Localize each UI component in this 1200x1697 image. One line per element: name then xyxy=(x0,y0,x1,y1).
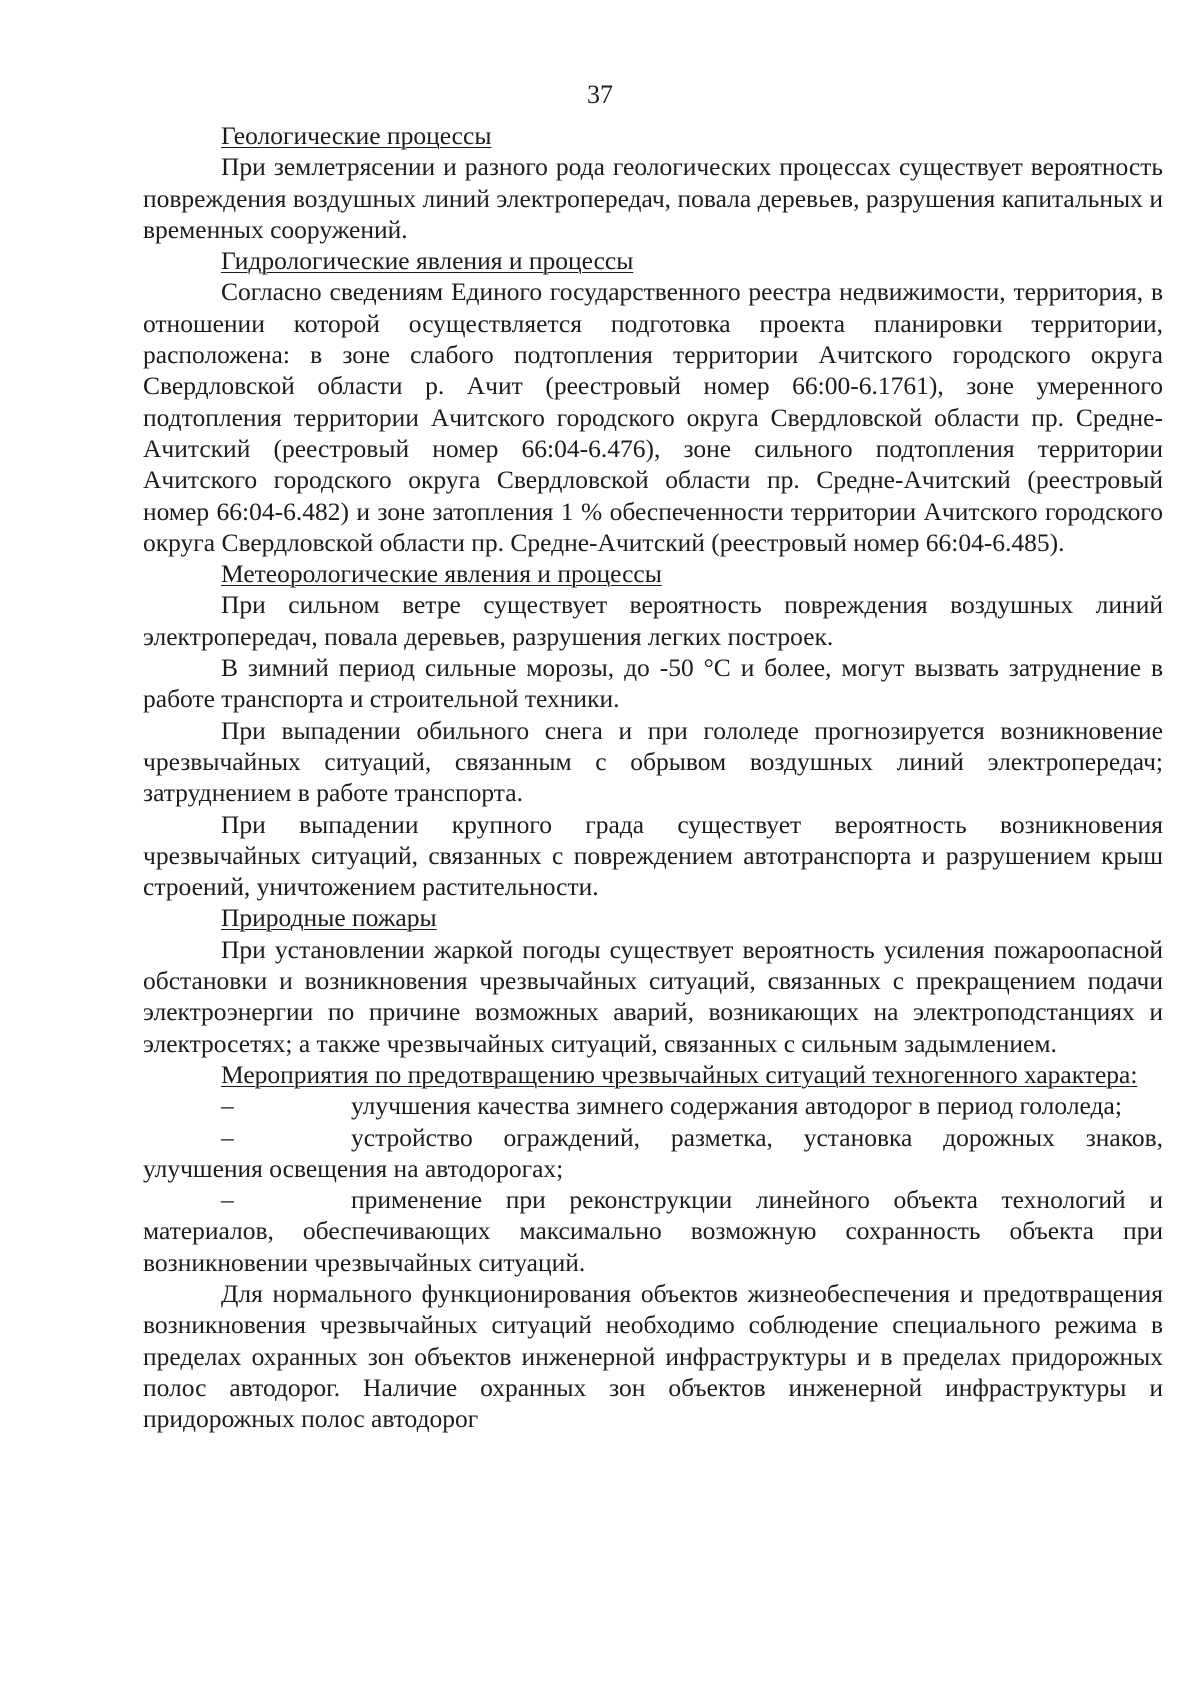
paragraph-snow: При выпадении обильного снега и при гололеде прогнозируется возникновение чрезвычайных ситуаций, связанным с обрывом воздушных линий электропередач; затруднением в работе транспорта. xyxy=(143,715,1163,808)
heading-hydrological: Гидрологические явления и процессы xyxy=(221,246,634,276)
list-item-text: улучшения качества зимнего содержания автодорог в период гололеда; xyxy=(351,1091,1122,1121)
list-item-text: устройство ограждений, разметка, установка дорожных знаков, улучшения освещения на автодорогах; xyxy=(143,1122,1163,1183)
paragraph-final: Для нормального функционирования объектов жизнеобеспечения и предотвращения возникновения чрезвычайных ситуаций необходимо соблюдение специального режима в пределах охранных зон объектов инженерной инфраструктуры и в пределах придорожных полос автодорог. Наличие охранных зон объектов инженерной инфраструктуры и придорожных полос автодорог xyxy=(143,1278,1163,1434)
dash-marker: – xyxy=(221,1122,234,1152)
heading-wildfires: Природные пожары xyxy=(221,903,437,933)
heading-geological: Геологические процессы xyxy=(221,121,492,150)
paragraph-hydrological: Согласно сведениям Единого государственного реестра недвижимости, территория, в отношении которой осуществляется подготовка проекта планировки территории, расположена: в зоне слабого подтопления территории Ачитского городского округа Свердловской области р. Ачит (реестровый номер 66:00-6.1761), зоне умеренного подтопления территории Ачитского городского округа Свердловской области пр. Средне-Ачитский (реестровый номер 66:04-6.476), зоне сильного подтопления территории Ачитского городского округа Свердловской области пр. Средне-Ачитский (реестровый номер 66:04-6.482) и зоне затопления 1 % обеспеченности территории Ачитского городского округа Свердловской области пр. Средне-Ачитский (реестровый номер 66:04-6.485). xyxy=(143,277,1163,557)
heading-measures: Мероприятия по предотвращению чрезвычайных ситуаций техногенного характера: xyxy=(221,1059,1138,1089)
paragraph-wind: При сильном ветре существует вероятность повреждения воздушных линий электропередач, повала деревьев, разрушения легких построек. xyxy=(143,590,1163,651)
list-item-text: применение при реконструкции линейного объекта технологий и материалов, обеспечивающих максимально возможную сохранность объекта при возникновении чрезвычайных ситуаций. xyxy=(143,1185,1163,1277)
list-item xyxy=(143,1184,1163,1278)
dash-marker: – xyxy=(221,1091,234,1121)
paragraph-geological: При землетрясении и разного рода геологических процессах существует вероятность повреждения воздушных линий электропередач, повала деревьев, разрушения капитальных и временных сооружений. xyxy=(143,152,1163,244)
heading-meteorological: Метеорологические явления и процессы xyxy=(221,559,662,589)
paragraph-frost: В зимний период сильные морозы, до -50 °С и более, могут вызвать затруднение в работе транспорта и строительной техники. xyxy=(143,653,1163,714)
paragraph-wildfires: При установлении жаркой погоды существует вероятность усиления пожароопасной обстановки и возникновения чрезвычайных ситуаций, связанных с прекращением подачи электроэнергии по причине возможных аварий, возникающих на электроподстанциях и электросетях; а также чрезвычайных ситуаций, связанных с сильным задымлением. xyxy=(143,934,1163,1058)
paragraph-hail: При выпадении крупного града существует вероятность возникновения чрезвычайных ситуаций, связанных с повреждением автотранспорта и разрушением крыш строений, уничтожением растительности. xyxy=(143,809,1163,902)
list-item xyxy=(143,1122,1163,1185)
list-item xyxy=(143,1090,1163,1121)
dash-marker: – xyxy=(221,1185,234,1215)
document-body xyxy=(143,120,1163,1434)
page-number: 37 xyxy=(587,80,613,109)
